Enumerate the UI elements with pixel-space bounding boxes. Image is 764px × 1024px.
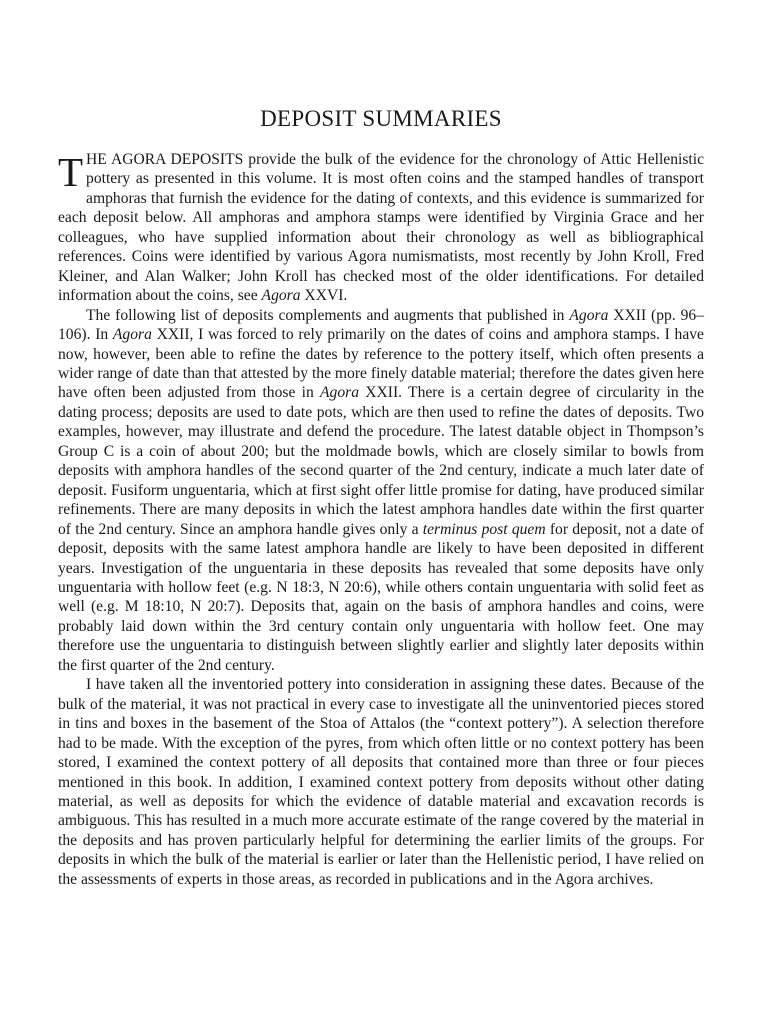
paragraph-3: I have taken all the inventoried pottery into consideration in assigning these dates. Because of the bulk of the material, it was not practical in every case to investigate all the uninventoried pieces stored in tins and boxes in the basement of the Stoa of Attalos (the “context pottery”). A selection therefore had to be made. With the exception of the pyres, from which often little or no context pottery has been stored, I examined the context pottery of all deposits that contained more than three or four pieces mentioned in this book. In addition, I examined context pottery from deposits without other dating material, as well as deposits for which the evidence of datable material and excavation records is ambiguous. This has resulted in a much more accurate estimate of the range covered by the material in the deposits and has proven particularly helpful for determining the earlier limits of the groups. For deposits in which the bulk of the material is earlier or later than the Hellenistic period, I have relied on the assessments of experts in those areas, as recorded in publications and in the Agora archives.	[58, 676, 704, 888]
paragraph-2	[58, 306, 704, 676]
paragraph-1-text-2: XXVI.	[300, 287, 348, 305]
lead-words: HE AGORA DEPOSITS	[86, 151, 244, 168]
body-text	[58, 150, 704, 889]
paragraph-1-text-1: provide the bulk of the evidence for the chronology of Attic Hellenistic pottery as presented in this volume. It is most often coins and the stamped handles of transport amphoras that furnish the evidence for the dating of contexts, and this evidence is summarized for each deposit below. All amphoras and amphora stamps were identified by Virginia Grace and her colleagues, who have supplied information about their chronology as well as bibliographical references. Coins were identified by various Agora numismatists, most recently by John Kroll, Fred Kleiner, and Alan Walker; John Kroll has checked most of the older identifications. For detailed information about the coins, see	[58, 151, 704, 305]
series-reference: Agora	[112, 326, 152, 344]
latin-term: terminus post quem	[422, 520, 546, 538]
paragraph-1	[58, 150, 704, 306]
series-reference: Agora	[261, 287, 301, 305]
paragraph-2-text-1: The following list of deposits complements and augments that published in	[86, 306, 570, 324]
series-reference: Agora	[569, 306, 609, 324]
page	[58, 0, 704, 1024]
paragraph-2-text-3: XXII, I was forced to rely primarily on the dates of coins and amphora stamps. I have now, however, been able to refine the dates by reference to the pottery itself, which often presents a wider range of date than that attested by the more finely datable material; therefore the dates given here have often been adjusted from those in	[58, 326, 704, 402]
drop-cap: T	[58, 149, 84, 195]
paragraph-2-text-5: for deposit, not a date of deposit, deposits with the same latest amphora handle are likely to have been deposited in different years. Investigation of the unguentaria in these deposits has revealed that some deposits have only unguentaria with hollow feet (e.g. N 18:3, N 20:6), while others contain unguentaria with solid feet as well (e.g. M 18:10, N 20:7). Deposits that, again on the basis of amphora handles and coins, were probably laid down within the 3rd century contain only unguentaria with hollow feet. One may therefore use the unguentaria to distinguish between slightly earlier and slightly later deposits within the first quarter of the 2nd century.	[58, 520, 704, 674]
series-reference: Agora	[320, 384, 360, 402]
paragraph-2-text-4: XXII. There is a certain degree of circularity in the dating process; deposits are used to date pots, which are then used to refine the dates of deposits. Two examples, however, may illustrate and defend the procedure. The latest datable object in Thompson’s Group C is a coin of about 200; but the moldmade bowls, which are closely similar to bowls from deposits with amphora handles of the second quarter of the 2nd century, indicate a much later date of deposit. Fusiform unguentaria, which at first sight offer little promise for dating, have produced similar refinements. There are many deposits in which the latest amphora handles date within the first quarter of the 2nd century. Since an amphora handle gives only a	[58, 384, 704, 538]
paragraph-2-text-2: XXII (pp. 96–106). In	[58, 306, 704, 344]
page-title: DEPOSIT SUMMARIES	[260, 106, 502, 131]
